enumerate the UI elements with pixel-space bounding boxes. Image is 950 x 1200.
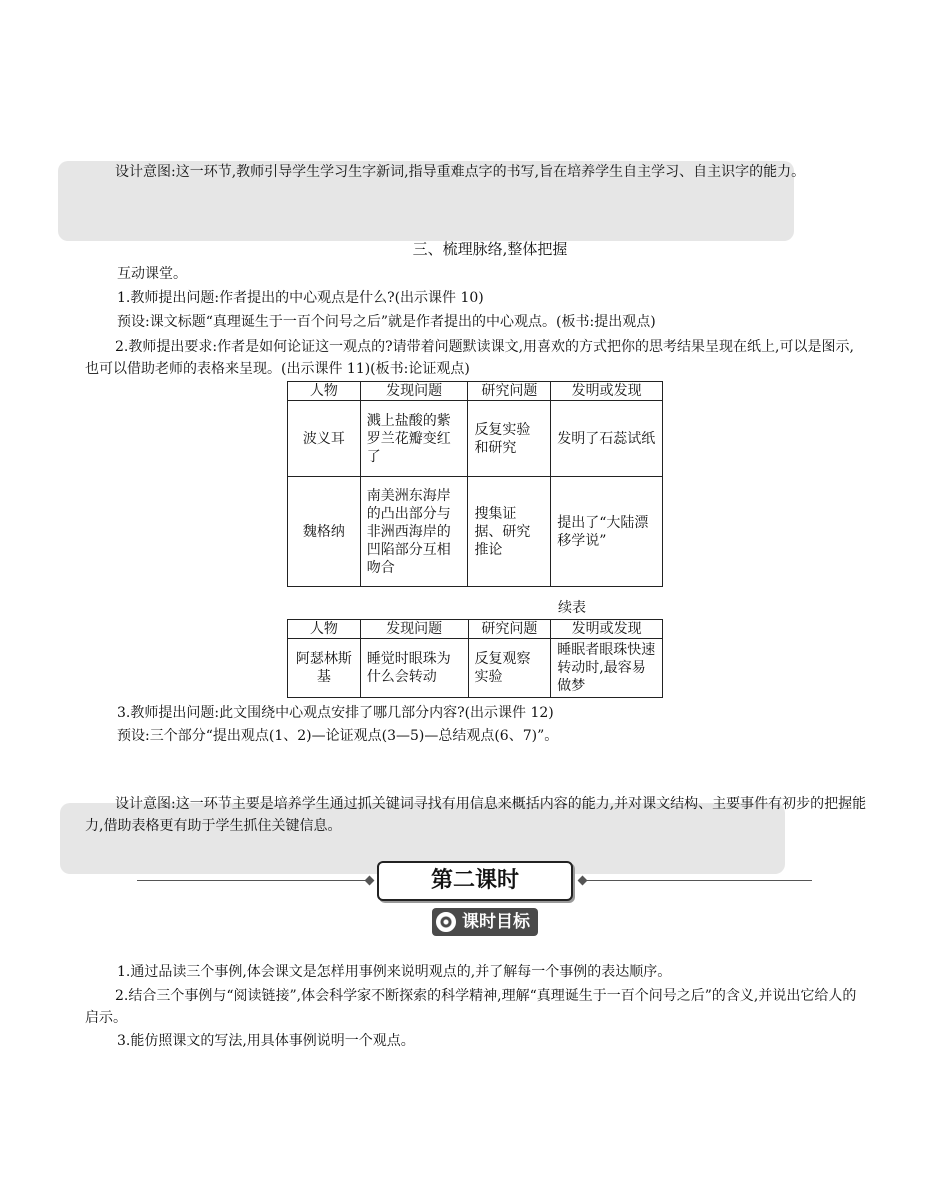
diamond-ornament-right [578, 876, 588, 886]
table-header-row [288, 620, 663, 639]
table-cell: 睡觉时眼珠为什么会转动 [360, 639, 468, 698]
comparison-table [287, 381, 663, 587]
goal-badge [432, 908, 538, 936]
table-header: 发现问题 [360, 382, 468, 401]
design-intent-1: 设计意图:这一环节,教师引导学生学习生字新词,指导重难点字的书写,旨在培养学生自主学习、自主识字的能力。 [115, 164, 806, 180]
question-2: 2.教师提出要求:作者是如何论证这一观点的?请带着问题默读课文,用喜欢的方式把你的思考结果呈现在纸上,可以是图示,也可以借助老师的表格来呈现。(出示课件 11)(板书:论证观点) [85, 339, 854, 377]
question-1: 1.教师提出问题:作者提出的中心观点是什么?(出示课件 10) [117, 290, 484, 306]
table-header: 人物 [288, 382, 361, 401]
goal-badge-label: 课时目标 [462, 912, 530, 932]
table-header: 发明或发现 [551, 382, 663, 401]
goal-item: 1.通过品读三个事例,体会课文是怎样用事例来说明观点的,并了解每一个事例的表达顺序。 [117, 964, 672, 980]
table-cell: 发明了石蕊试纸 [551, 401, 663, 477]
table-header-row [288, 382, 663, 401]
table-cell: 提出了“大陆漂移学说” [551, 477, 663, 587]
table-cell: 波义耳 [288, 401, 361, 477]
table-cell: 魏格纳 [288, 477, 361, 587]
lesson-title: 第二课时 [377, 861, 573, 901]
interactive-label: 互动课堂。 [117, 266, 187, 282]
table-cell: 溅上盐酸的紫罗兰花瓣变红了 [360, 401, 468, 477]
table-cell: 反复观察实验 [468, 639, 551, 698]
table-header: 人物 [288, 620, 361, 639]
divider-line-right [580, 880, 812, 881]
goal-item: 3.能仿照课文的写法,用具体事例说明一个观点。 [117, 1033, 415, 1049]
table-cell: 反复实验和研究 [468, 401, 551, 477]
continued-label: 续表 [558, 600, 586, 616]
table-cell: 搜集证据、研究推论 [468, 477, 551, 587]
question-3: 3.教师提出问题:此文围绕中心观点安排了哪几部分内容?(出示课件 12) [117, 705, 554, 721]
table-header: 研究问题 [468, 620, 551, 639]
goal-item: 2.结合三个事例与“阅读链接”,体会科学家不断探索的科学精神,理解“真理诞生于一百个问号之后”的含义,并说出它给人的启示。 [85, 988, 857, 1026]
diamond-ornament-left [365, 876, 375, 886]
table-header: 发明或发现 [551, 620, 663, 639]
divider-line-left [137, 880, 372, 881]
table-row [288, 639, 663, 698]
table-cell: 南美洲东海岸的凸出部分与非洲西海岸的凹陷部分互相吻合 [360, 477, 468, 587]
table-row [288, 477, 663, 587]
preset-1: 预设:课文标题“真理诞生于一百个问号之后”就是作者提出的中心观点。(板书:提出观点) [117, 314, 656, 330]
section-title: 三、梳理脉络,整体把握 [412, 240, 568, 258]
table-cell: 阿瑟林斯基 [288, 639, 361, 698]
table-header: 研究问题 [468, 382, 551, 401]
comparison-table-continued [287, 619, 663, 698]
table-row [288, 401, 663, 477]
design-intent-2: 设计意图:这一环节主要是培养学生通过抓关键词寻找有用信息来概括内容的能力,并对课文结构、主要事件有初步的把握能力,借助表格更有助于学生抓住关键信息。 [85, 796, 867, 834]
target-icon [436, 912, 456, 932]
table-cell: 睡眠者眼珠快速转动时,最容易做梦 [551, 639, 663, 698]
preset-3: 预设:三个部分“提出观点(1、2)—论证观点(3—5)—总结观点(6、7)”。 [117, 728, 559, 744]
table-header: 发现问题 [360, 620, 468, 639]
